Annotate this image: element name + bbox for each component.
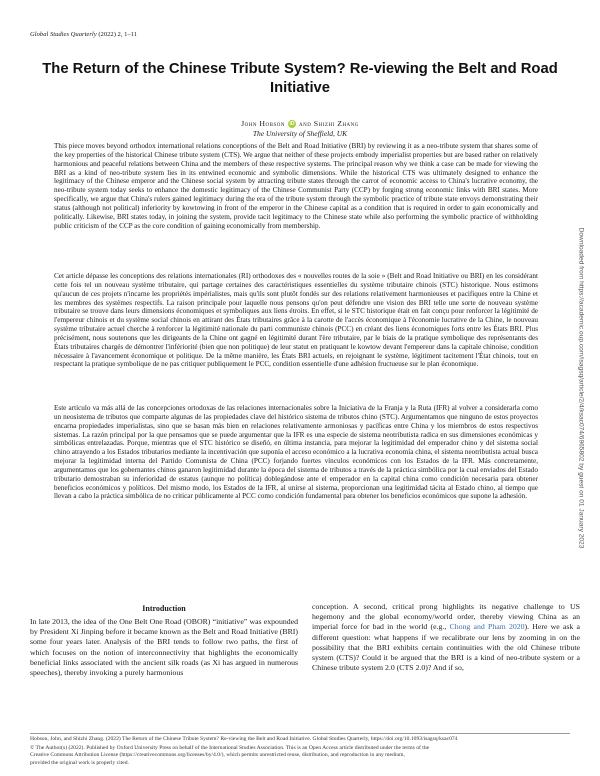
footer-provided: provided the original work is properly cited. (30, 760, 129, 766)
abstract-spanish: Este artículo va más allá de las concepciones ortodoxas de las relaciones internacionales sobre la Iniciativa de la Franja y la Ruta (IFR) al volver a considerarla como un neosistema de tributos que comparte algunas de las propiedades clave del histórico sistema de tributos chino (STC). Argumentamos que ninguno de estos proyectos encarna propiedades imperialistas, sino que se basan más bien en relaciones relativamente armoniosas y pacíficas entre China y los miembros de estos respectivos sistemas. La razón principal por la que pensamos que se puede argumentar que la IFR es una especie de sistema neotributista radica en sus dimensiones económicas y simbólicas entrelazadas. Porque, mientras que el STC histórico se diseñó, en última instancia, para mejorar la legitimidad del emperador chino y del sistema social chino atrayendo a los Estados tributarios mediante la incentivación que suponía el acceso económico a la lucrativa economía china, el sistema neotributista actual busca mejorar la legitimidad interna del Partido Comunista de China (PCC) forjando fuertes vínculos económicos con los Estados de la IFR. Más concretamente, argumentamos que los gobernantes chinos ganaron legitimidad durante la época del sistema de tributos a través de la práctica simbólica por la cual enviados del Estado tributario demostraban su inferioridad de estatus (aunque no política) doblegándose ante el emperador en la capital china como condición necesaria para obtener beneficios económicos y políticos. Del mismo modo, los Estados de la IFR, al unirse al sistema, proporcionan una legitimidad tácita al Estado chino, al tiempo que llevan a cabo la práctica simbólica de no criticar públicamente al PCC como condición fundamental para obtener los beneficios económicos que supone la adhesión. (54, 404, 538, 501)
section-heading-introduction: Introduction (142, 604, 186, 613)
body-column-right (312, 602, 580, 673)
author-1[interactable]: John Hobson (241, 119, 285, 128)
journal-name: Global Studies Quarterly (30, 31, 97, 38)
abstract-french: Cet article dépasse les conceptions des relations internationales (RI) orthodoxes des « nouvelles routes de la soie » (Belt and Road Initiative ou BRI) en les considérant cette fois tel un nouveau système tributaire, qui partage certaines des caractéristiques essentielles du système tributaire chinois (STC) historique. Nous estimons qu'aucun de ces projets n'incarne les propriétés impérialistes, mais qu'ils sont plutôt fondés sur des relations relativement harmonieuses et pacifiques entre la Chine et les membres des systèmes respectifs. La raison principale pour laquelle nous pensons qu'on peut défendre une vision des BRI telle une sorte de nouveau système tributaire se trouve dans leurs dimensions économiques et symboliques aux liens étroits. En effet, si le STC historique était en fait conçu pour renforcer la légitimité de l'empereur chinois et du système social chinois en attirant des États tributaires grâce à la carotte de l'accès économique à l'économie lucrative de la Chine, le nouveau système tributaire actuel cherche à renforcer la légitimité nationale du parti communiste chinois (PCC) en créant des liens économiques forts entre les États BRI. Plus précisément, nous soutenons que les dirigeants de la Chine ont gagné en légitimité durant l'ère tributaire, par le biais de la pratique symbolique des représentants des États tributaires chargés de démontrer l'infériorité (bien que non politique) de leur statut en pratiquant le kowtow devant l'empereur dans la capitale chinoise, condition nécessaire à l'avancement économique et politique. De la même manière, les États BRI actuels, en rejoignant le système, légitiment tacitement l'État chinois, tout en respectant la pratique symbolique de ne pas critiquer publiquement le PCC, condition essentielle d'une adhésion fructueuse sur le plan économique. (54, 272, 538, 369)
author-conjunction: and (299, 119, 312, 128)
citation-link[interactable]: Chong and Pham 2020 (449, 622, 525, 632)
article-title: The Return of the Chinese Tribute System? Re-viewing the Belt and Road Initiative (42, 61, 558, 96)
journal-issue: (2022) 2, 1–11 (98, 31, 138, 38)
footer-divider (30, 733, 570, 734)
affiliation: The University of Sheffield, UK (252, 129, 348, 138)
footer-license[interactable]: Creative Commons Attribution License (https://creativecommons.org/licenses/by/4.0/), which permits unrestricted reuse, distribution, and reproduction in any medium, (30, 752, 405, 758)
footer-copyright: © The Author(s) (2022). Published by Oxford University Press on behalf of the International Studies Association. This is an Open Access article distributed under the terms of the (30, 745, 430, 751)
orcid-icon[interactable]: iD (289, 121, 295, 128)
body-text-segment: conception. A second, critical prong highlights its negative challenge to US hegemony and the global economy/world order, thereby viewing China as an imperial force for bad in the world (e.g., (312, 602, 580, 632)
journal-header (30, 31, 137, 38)
author-2[interactable]: Shizhi Zhang (313, 119, 359, 128)
footer-citation: Hobson, John, and Shizhi Zhang. (2022) The Return of the Chinese Tribute System? Re-viewing the Belt and Road Initiative. Global Studies Quarterly, https://doi.org/10.1093/isagsq/ksac074 (30, 736, 458, 742)
abstract-english: This piece moves beyond orthodox international relations conceptions of the Belt and Road Initiative (BRI) by reviewing it as a neo-tribute system that shares some of the key properties of the historical Chinese tribute system (CTS). We argue that neither of these projects embody imperialist properties but are based rather on relatively harmonious and peaceful relations between China and the members of these respective systems. The principal reason why we think a case can be made for viewing the BRI as a kind of neo-tribute system lies in its entwined economic and symbolic dimensions. While the historical CTS was ultimately designed to enhance the legitimacy of the Chinese emperor and the Chinese social system by attracting tribute states through the carrot of economic access to China's lucrative economy, the neo-tribute system today seeks to enhance the domestic legitimacy of the Chinese Communist Party (CCP) by forging strong economic links with BRI states. More specifically, we argue that China's rulers gained legitimacy during the era of the tribute system through the symbolic practice of tribute state envoys demonstrating their status (although not political) inferiority by kowtowing in front of the emperor in the Chinese capital as a condition that is required in order to gain economically and politically. Likewise, BRI states today, in joining the system, provide tacit legitimacy to the Chinese state while also performing the symbolic practice of withholding public criticism of the CCP as the core condition of gaining economically from membership. (54, 142, 538, 230)
body-column-left: In late 2013, the idea of the One Belt One Road (OBOR) “initiative” was expounded by President Xi Jinping before it became known as the Belt and Road Initiative (BRI) some four years later. Analysis of the BRI tends to follow two paths, the first of which focuses on the notion of interconnectivity that highlights the economically beneficial links associated with the ancient silk roads (as Xi has argued in numerous speeches), thereby invoking a purely harmonious (30, 617, 298, 678)
author-line (40, 119, 560, 128)
body-text-segment: ). Here we ask a different question: what happens if we recalibrate our lens by zooming in on the possibility that the BRI exhibits certain continuities with the old Chinese tribute system (CTS)? Could it be argued that the BRI is a kind of neo-tribute system or a Chinese tribute system 2.0 (CTS 2.0)? And if so, (312, 622, 580, 673)
download-notice: Downloaded from https://academic.oup.com/isagsq/article/2/4/ksac074/6965802 by guest on 01 January 2023 (577, 227, 585, 549)
